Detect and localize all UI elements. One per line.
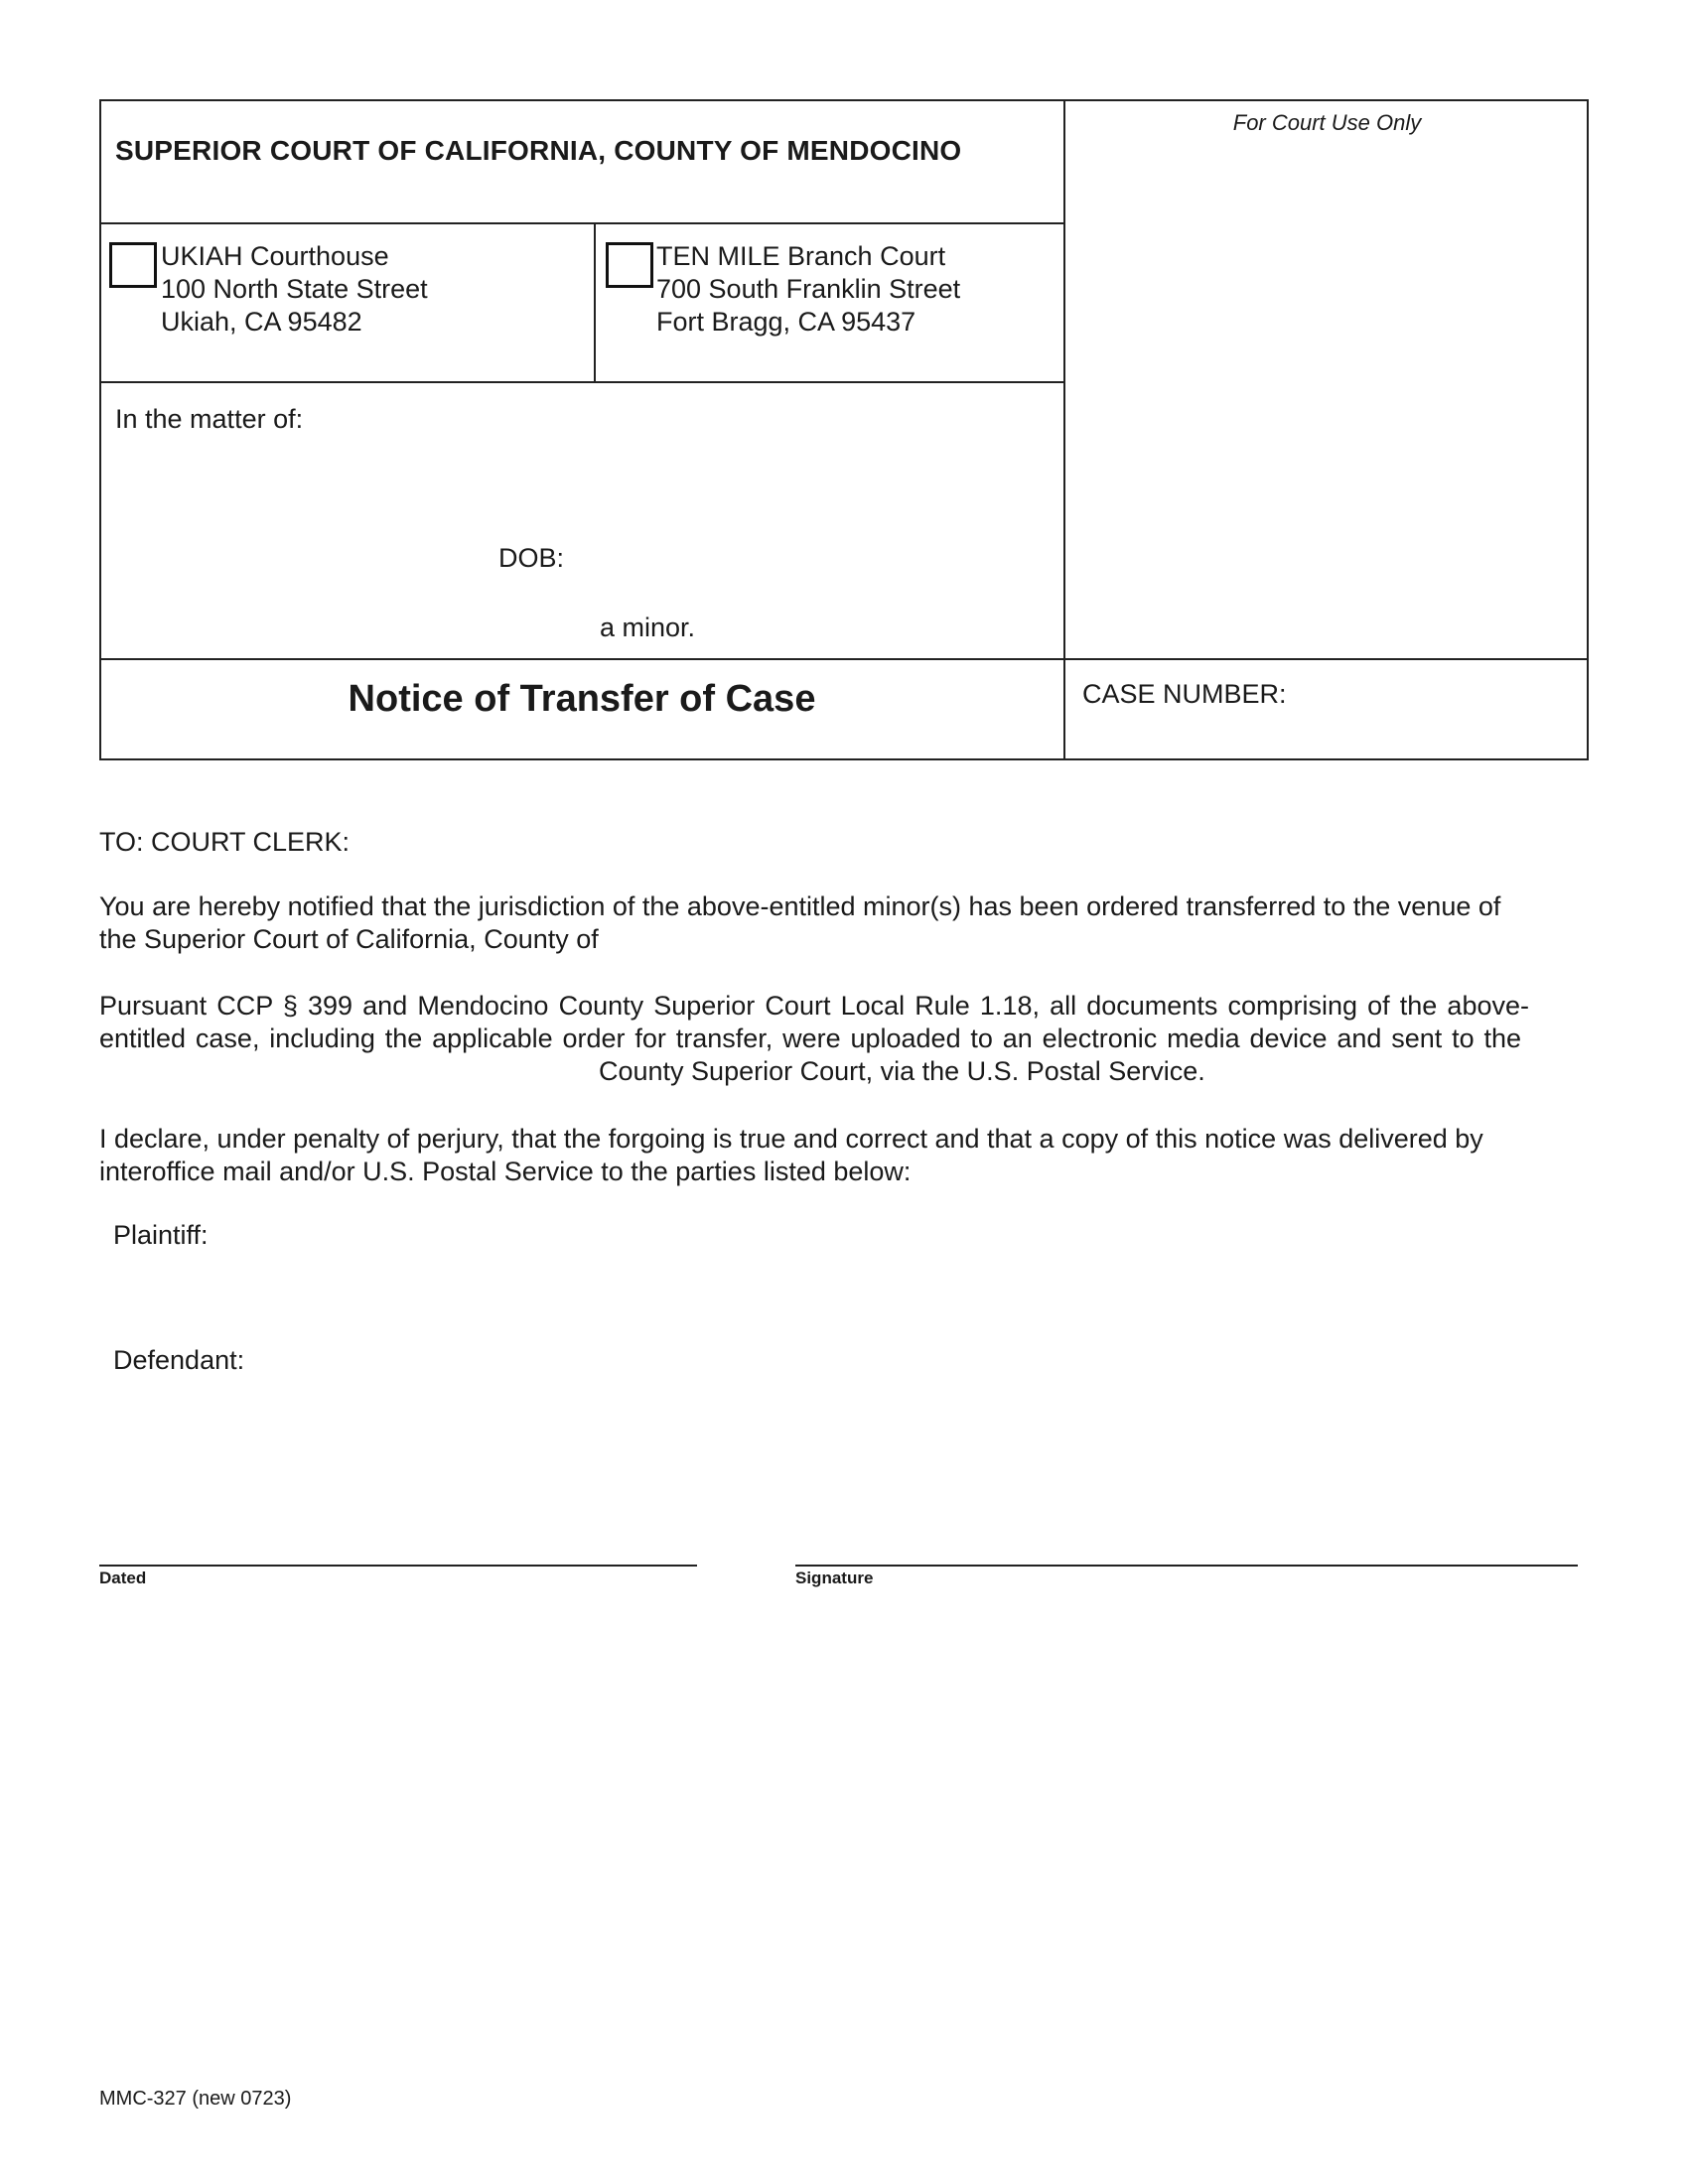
ukiah-checkbox[interactable]	[109, 242, 157, 288]
plaintiff-label: Plaintiff:	[113, 1220, 209, 1250]
court-title: SUPERIOR COURT OF CALIFORNIA, COUNTY OF MENDOCINO	[115, 135, 962, 166]
to-line: TO: COURT CLERK:	[99, 827, 351, 857]
pursuant-paragraph-line-2: entitled case, including the applicable order for transfer, were uploaded to an electronic media device and sent to the	[99, 1024, 1521, 1053]
defendant-label: Defendant:	[113, 1345, 245, 1375]
declaration-line-2: interoffice mail and/or U.S. Postal Service to the parties listed below:	[99, 1157, 912, 1186]
dob-label: DOB:	[498, 543, 565, 573]
ukiah-city: Ukiah, CA 95482	[161, 307, 362, 337]
ten-mile-street: 700 South Franklin Street	[656, 274, 961, 304]
caption-box	[99, 99, 1589, 760]
court-use-divider	[1063, 99, 1065, 760]
form-title: Notice of Transfer of Case	[348, 678, 816, 720]
form-id: MMC-327 (new 0723)	[99, 2088, 292, 2110]
signature-label: Signature	[795, 1569, 874, 1587]
dated-line[interactable]	[99, 1565, 697, 1567]
ukiah-street: 100 North State Street	[161, 274, 428, 304]
ten-mile-checkbox[interactable]	[606, 242, 653, 288]
pursuant-paragraph-line-3: County Superior Court, via the U.S. Postal Service.	[599, 1056, 1205, 1086]
minor-label: a minor.	[600, 613, 696, 642]
declaration-line-1: I declare, under penalty of perjury, that the forgoing is true and correct and that a copy of this notice was delivered by	[99, 1124, 1483, 1154]
matter-label: In the matter of:	[115, 404, 304, 434]
signature-line[interactable]	[795, 1565, 1578, 1567]
ten-mile-name: TEN MILE Branch Court	[656, 241, 946, 271]
court-use-label: For Court Use Only	[1232, 110, 1422, 135]
ukiah-name: UKIAH Courthouse	[161, 241, 389, 271]
dated-label: Dated	[99, 1569, 147, 1587]
location-divider	[594, 222, 596, 382]
form-title-row-divider	[99, 658, 1589, 660]
transfer-paragraph-line-2: the Superior Court of California, County of	[99, 924, 599, 954]
ten-mile-city: Fort Bragg, CA 95437	[656, 307, 916, 337]
location-row-divider	[99, 381, 1064, 383]
pursuant-paragraph-line-1: Pursuant CCP § 399 and Mendocino County Superior Court Local Rule 1.18, all documents comprising of the above-	[99, 991, 1529, 1021]
title-row-divider	[99, 222, 1064, 224]
case-number-label: CASE NUMBER:	[1082, 679, 1287, 709]
transfer-paragraph-line-1: You are hereby notified that the jurisdiction of the above-entitled minor(s) has been ordered transferred to the venue of	[99, 891, 1501, 921]
